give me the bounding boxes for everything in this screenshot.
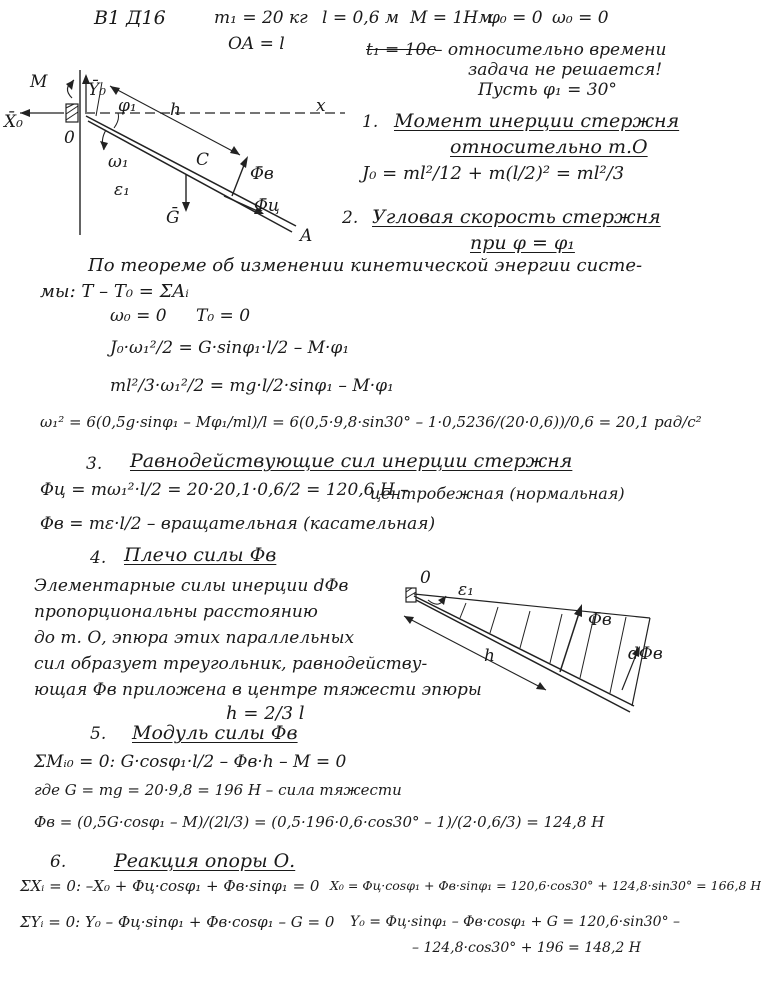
phib-value-eq: Φв = (0,5G·cosφ₁ – M)/(2l/3) = (0,5·196·0,6·cos30° – 1)/(2·0,6/3) = 124,8 H bbox=[34, 813, 605, 831]
t1-value: t₁ = 10с bbox=[366, 40, 436, 60]
fig2-origin-label: 0 bbox=[420, 568, 431, 588]
section-3-title: Равнодействующие сил инерции стержня bbox=[130, 450, 573, 472]
note-line-3: Пусть φ₁ = 30° bbox=[478, 80, 617, 100]
section-2-subtitle: при φ = φ₁ bbox=[470, 232, 575, 254]
fig2-h-label: h bbox=[484, 646, 495, 666]
fig2-dphib-label: dΦв bbox=[628, 644, 663, 664]
y0-label: Ȳ₀ bbox=[88, 80, 107, 100]
centrifugal-force-eq: Φц = mω₁²·l/2 = 20·20,1·0,6/2 = 120,6 H – bbox=[40, 480, 409, 500]
variant-label: В1 Д16 bbox=[94, 7, 166, 29]
section-2-title: Угловая скорость стержня bbox=[372, 206, 661, 228]
y0-result-line-1: Y₀ = Φц·sinφ₁ – Φв·cosφ₁ + G = 120,6·sin30° – bbox=[350, 914, 681, 930]
section-6-title: Реакция опоры О. bbox=[114, 850, 296, 872]
h-formula: h = 2/3 l bbox=[226, 703, 305, 724]
omega1-squared-eq: ω₁² = 6(0,5g·sinφ₁ – Mφ₁/ml)/l = 6(0,5·9,8·sin30° – 1·0,5236/(20·0,6))/0,6 = 20,1 рад/с² bbox=[40, 413, 702, 431]
moment-value: M = 1Нм bbox=[410, 8, 493, 28]
fig2-eps1-label: ε₁ bbox=[458, 580, 474, 600]
text-line-5: ющая Φв приложена в центре тяжести эпюры bbox=[34, 680, 482, 700]
rotational-force-eq: Φв = mε·l/2 – вращательная (касательная) bbox=[40, 514, 436, 534]
phi0-value: φ₀ = 0 bbox=[488, 8, 543, 28]
x0-label: X̄₀ bbox=[4, 112, 23, 132]
text-line-4: сил образует треугольник, равнодейству- bbox=[34, 654, 428, 674]
moment-label: M bbox=[30, 72, 48, 92]
energy-eq-2: ml²/3·ω₁²/2 = mg·l/2·sinφ₁ – M·φ₁ bbox=[110, 376, 394, 396]
origin-label: 0 bbox=[64, 128, 75, 148]
omega0-zero: ω₀ = 0 bbox=[110, 306, 167, 326]
section-1-title: Момент инерции стержня bbox=[394, 110, 680, 132]
x0-result: X₀ = Φц·cosφ₁ + Φв·sinφ₁ = 120,6·cos30° + 124,8·sin30° = 166,8 H bbox=[330, 878, 761, 893]
section-1-subtitle: относительно т.О bbox=[450, 136, 648, 158]
g-label: Ḡ bbox=[166, 208, 180, 228]
eps1-label: ε₁ bbox=[114, 180, 130, 200]
section-2-number: 2. bbox=[342, 208, 359, 228]
section-6-number: 6. bbox=[50, 852, 67, 872]
gravity-eq: где G = mg = 20·9,8 = 196 H – сила тяжести bbox=[34, 781, 402, 799]
a-label: A bbox=[300, 226, 313, 246]
section-3-number: 3. bbox=[86, 454, 103, 474]
mass-value: m₁ = 20 кг bbox=[214, 8, 308, 28]
centrifugal-note: центробежная (нормальная) bbox=[370, 484, 625, 503]
h-label: h bbox=[170, 100, 181, 120]
inertia-formula: J₀ = ml²/12 + m(l/2)² = ml²/3 bbox=[362, 163, 625, 184]
section-5-number: 5. bbox=[90, 724, 107, 744]
section-4-number: 4. bbox=[90, 548, 107, 568]
c-label: C bbox=[196, 150, 210, 170]
phib-label: Φ̄в bbox=[250, 164, 274, 184]
omega0-value: ω₀ = 0 bbox=[552, 8, 609, 28]
text-line-3: до т. О, эпюра этих параллельных bbox=[34, 628, 355, 648]
text-line-1: Элементарные силы инерции dΦв bbox=[34, 576, 349, 596]
sum-x-eq: ΣXᵢ = 0: –X₀ + Φц·cosφ₁ + Φв·sinφ₁ = 0 bbox=[20, 877, 320, 895]
text-line-2: пропорциональны расстоянию bbox=[34, 602, 318, 622]
note-line-1: – относительно времени bbox=[434, 40, 667, 60]
phi1-label: φ₁ bbox=[118, 96, 137, 116]
sum-y-eq: ΣYᵢ = 0: Y₀ – Φц·sinφ₁ + Φв·cosφ₁ – G = 0 bbox=[20, 913, 335, 931]
section-4-title: Плечо силы Φв bbox=[124, 544, 277, 566]
length-value: l = 0,6 м bbox=[322, 8, 400, 28]
theorem-line-2: мы: T – T₀ = ΣAᵢ bbox=[40, 281, 189, 302]
section-5-title: Модуль силы Φв bbox=[132, 722, 298, 744]
phic-label: Φ̄ц bbox=[254, 196, 280, 216]
omega1-label: ω₁ bbox=[108, 152, 129, 172]
oa-value: OA = l bbox=[228, 34, 285, 54]
y0-result-line-2: – 124,8·cos30° + 196 = 148,2 H bbox=[412, 940, 641, 956]
theorem-line-1: По теореме об изменении кинетической энергии систе- bbox=[88, 255, 643, 276]
fig2-phib-label: Φ̄в bbox=[588, 610, 612, 630]
energy-eq-1: J₀·ω₁²/2 = G·sinφ₁·l/2 – M·φ₁ bbox=[110, 338, 350, 358]
x-axis-label: x bbox=[316, 96, 326, 116]
section-1-number: 1. bbox=[362, 112, 379, 132]
note-line-2: задача не решается! bbox=[468, 60, 663, 80]
t0-zero: T₀ = 0 bbox=[196, 306, 251, 326]
moment-eq: ΣMᵢ₀ = 0: G·cosφ₁·l/2 – Φв·h – M = 0 bbox=[34, 752, 347, 772]
